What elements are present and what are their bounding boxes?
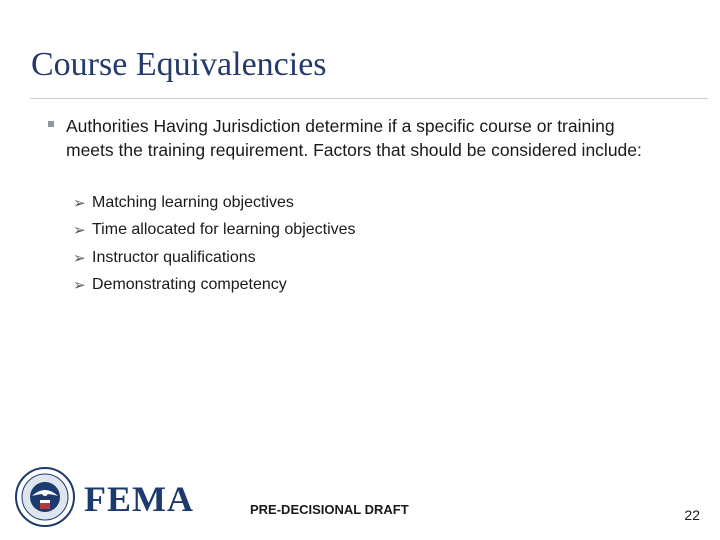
- title-divider: [30, 98, 708, 99]
- arrow-bullet-icon: ➢: [73, 193, 86, 212]
- sub-bullet-text: Demonstrating competency: [92, 276, 287, 294]
- dhs-seal-icon: [14, 466, 76, 528]
- slide-title: Course Equivalencies: [31, 46, 327, 83]
- main-bullet-text: Authorities Having Jurisdiction determine if a specific course or training meets the training requirement. Factors that should be considered include:: [66, 116, 642, 160]
- page-number: 22: [684, 507, 700, 523]
- arrow-bullet-icon: ➢: [73, 221, 86, 240]
- sub-bullet-item: [73, 189, 356, 217]
- main-bullet: [48, 114, 648, 162]
- sub-bullet-list: [73, 189, 356, 299]
- sub-bullet-text: Time allocated for learning objectives: [92, 221, 356, 239]
- draft-label: PRE-DECISIONAL DRAFT: [250, 502, 409, 517]
- fema-logo: [14, 466, 214, 530]
- square-bullet-icon: [48, 121, 54, 127]
- sub-bullet-text: Matching learning objectives: [92, 193, 294, 211]
- sub-bullet-item: [73, 217, 356, 245]
- sub-bullet-text: Instructor qualifications: [92, 248, 256, 266]
- sub-bullet-item: [73, 272, 356, 300]
- arrow-bullet-icon: ➢: [73, 248, 86, 267]
- arrow-bullet-icon: ➢: [73, 276, 86, 295]
- fema-wordmark: FEMA: [84, 479, 194, 519]
- sub-bullet-item: [73, 244, 356, 272]
